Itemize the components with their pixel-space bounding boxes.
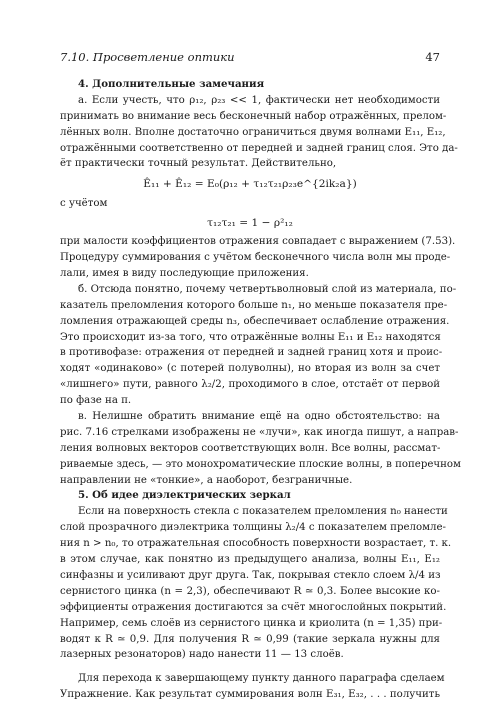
text-line: Это происходит из-за того, что отражённые волны E₁₁ и E₁₂ находятся [60,331,441,343]
text-line: сернистого цинка (n = 2,3), обеспечивают R ≃ 0,3. Более высокие ко- [60,585,440,597]
text-line: Для перехода к завершающему пункту данного параграфа сделаем [78,673,445,685]
text-line: эффициенты отражения достигаются за счёт многослойных покрытий. [60,601,447,613]
text-line: отражёнными соответственно от передней и задней границ слоя. Это да- [60,142,458,154]
running-header [60,50,440,66]
text-line: в. Нелишне обратить внимание ещё на одно обстоятельство: на [78,411,440,423]
section-title: 7.10. Просветление оптики [60,50,235,64]
text-line: риваемые здесь, — это монохроматические плоские волны, в поперечном [60,458,461,470]
text-line: с учётом [60,198,108,210]
page-number: 47 [425,50,440,64]
text-line: слой прозрачного диэлектрика толщины λ₂/4 с показателем преломле- [60,522,446,534]
text-line: лали, имея в виду последующие приложения. [60,268,309,280]
text-line: ления волновых векторов соответствующих волн. Все волны, рассмат- [60,442,441,454]
text-line: ния n > n₀, то отражательная способность поверхности возрастает, т. к. [60,538,452,550]
text-line: лённых волн. Вполне достаточно ограничиться двумя волнами E₁₁, E₁₂, [60,126,446,138]
text-line: а. Если учесть, что ρ₁₂, ρ₂₃ << 1, фактически нет необходимости [78,94,440,106]
text-line: по фазе на π. [60,395,132,407]
text-line: в этом случае, как понятно из предыдущего анализа, волны E₁₁, E₁₂ [60,554,440,566]
equation: Ê₁₁ + Ê₁₂ = E₀(ρ₁₂ + τ₁₂τ₂₁ρ₂₃e^{2ik₂a}) [143,178,357,191]
text-line: ходят «одинаково» (с потерей полуволны), но вторая из волн за счет [60,363,440,375]
text-line: казатель преломления которого больше n₁, но меньше показателя пре- [60,299,448,311]
text-line: Если на поверхность стекла с показателем преломления n₀ нанести [78,506,448,518]
text-line: Упражнение. Как результат суммирования волн E₃₁, E₃₂, . . . получить [60,689,440,701]
section-heading: 4. Дополнительные замечания [78,78,265,90]
text-line: при малости коэффициентов отражения совпадает с выражением (7.53). [60,236,456,248]
body-text [60,77,461,703]
equation: τ₁₂τ₂₁ = 1 − ρ²₁₂ [207,217,293,230]
text-line: принимать во внимание весь бесконечный набор отражённых, прелом- [60,110,447,122]
text-line: «лишнего» пути, равного λ₂/2, проходимого в слое, отстаёт от первой [60,379,440,391]
text-line: лазерных резонаторов) надо нанести 11 — 13 слоёв. [60,649,344,661]
text-line: рис. 7.16 стрелками изображены не «лучи», как иногда пишут, а направ- [60,426,459,438]
text-line: водят к R ≃ 0,9. Для получения R ≃ 0,99 (такие зеркала нужны для [60,633,440,645]
text-line: ломления отражающей среды n₃, обеспечивает ослабление отражения. [60,315,450,327]
section-heading: 5. Об идее диэлектрических зеркал [78,489,291,502]
text-line: направлении не «тонкие», а наоборот, безграничные. [60,474,353,486]
text-line: Например, семь слоёв из сернистого цинка и криолита (n = 1,35) при- [60,617,443,629]
text-line: синфазны и усиливают друг друга. Так, покрывая стекло слоем λ/4 из [60,569,441,581]
text-line: б. Отсюда понятно, почему четвертьволновый слой из материала, по- [78,283,457,295]
text-line: в противофазе: отражения от передней и задней границ хотя и проис- [60,347,443,359]
text-line: Процедуру суммирования с учётом бесконечного числа волн мы проде- [60,252,451,264]
paragraph-gap [60,663,440,671]
text-line: ёт практически точный результат. Действительно, [60,158,337,170]
